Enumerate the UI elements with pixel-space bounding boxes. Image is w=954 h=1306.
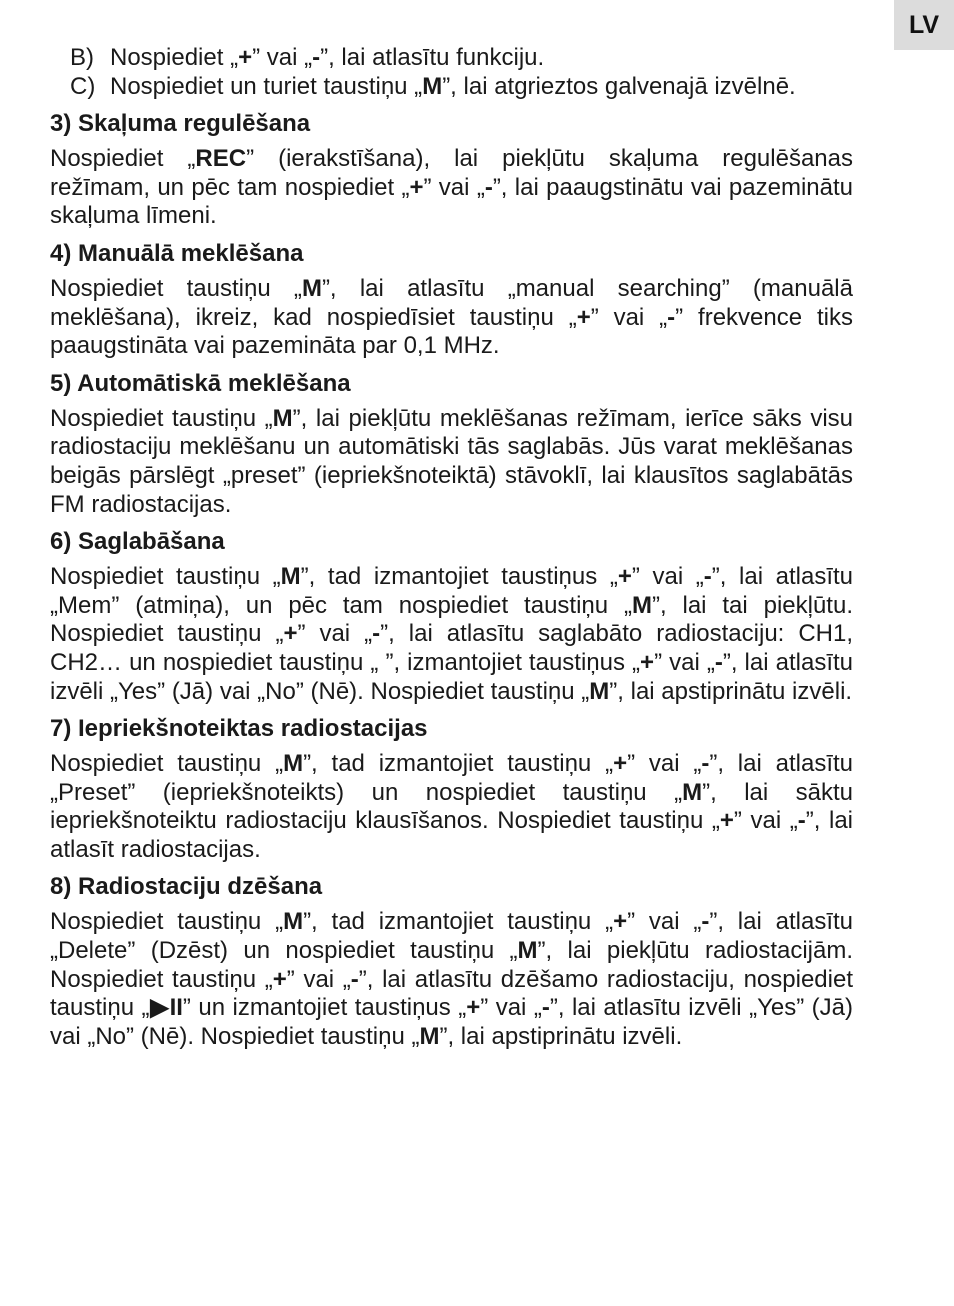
section-heading: 6) Saglabāšana [50, 528, 225, 556]
text-run: Nospiediet taustiņu „ [50, 908, 284, 936]
key-label: + [613, 750, 628, 778]
key-label: + [283, 620, 298, 648]
key-label: + [613, 908, 628, 936]
text-run: ” vai „ [286, 965, 351, 993]
key-label: M [283, 908, 304, 936]
text-run: ”, tad izmantojiet taustiņu „ [303, 908, 614, 936]
list-item [50, 73, 853, 102]
section-paragraph [50, 563, 853, 706]
text-run: ” frekvence tiks paaugstināta vai pazemināta par 0,1 MHz. [50, 303, 853, 360]
text-run: Nospiediet taustiņu „ [50, 563, 281, 591]
text-run: ”, lai atlasīt radiostacijas. [50, 807, 853, 863]
key-label: + [466, 994, 481, 1022]
key-label: M [419, 1022, 440, 1050]
text-run: ” vai „ [733, 807, 798, 835]
section-paragraph [50, 275, 853, 361]
key-label: M [682, 778, 703, 806]
key-label: + [617, 563, 632, 591]
text-run: ” vai „ [627, 908, 702, 936]
text-run: ” vai „ [627, 750, 702, 778]
key-label: - [541, 994, 550, 1022]
text-run: ”, lai apstiprinātu izvēli. [439, 1022, 683, 1050]
section-heading: 7) Iepriekšnoteiktas radiostacijas [50, 715, 428, 743]
text-run: ”, lai paaugstinātu vai pazeminātu skaļuma līmeni. [50, 173, 854, 230]
text-run: Nospiediet un turiet taustiņu „ [110, 72, 423, 100]
section-paragraph [50, 908, 853, 1051]
key-label: - [701, 750, 710, 778]
text-run: ”, lai piekļūtu meklēšanas režīmam, ierīce sāks visu radiostaciju meklēšanu un automātiski tās saglabās. Jūs varat meklēšanas beigās pārslēgt „preset” (iepriekšnoteiktā) stāvoklī, lai klausītos saglabātās FM radiostacijas. [50, 404, 854, 518]
text-run: Nospiediet taustiņu „ [50, 750, 284, 778]
text-run: ”, lai atlasītu dzēšamo radiostaciju, nospiediet taustiņu „ [50, 965, 853, 1022]
text-run: Nospiediet „ [50, 145, 196, 173]
key-label: - [372, 620, 381, 648]
key-label: + [272, 965, 287, 993]
key-label: + [409, 173, 424, 201]
key-label: + [719, 807, 734, 835]
section-paragraph [50, 405, 853, 519]
text-run: Nospiediet „ [110, 44, 239, 71]
text-run: ”, lai atgrieztos galvenajā izvēlnē. [442, 72, 796, 100]
list-item [50, 44, 853, 73]
key-label: - [484, 173, 493, 201]
key-label: - [667, 303, 676, 331]
key-label: + [576, 303, 591, 331]
list-item-text [110, 73, 853, 102]
section-paragraph [50, 145, 853, 231]
text-run: ” vai „ [480, 994, 542, 1022]
key-label: - [701, 908, 710, 936]
section-paragraph [50, 750, 853, 864]
key-label: M [422, 72, 443, 100]
text-run: ” un izmantojiet taustiņus „ [182, 994, 467, 1022]
text-run: ” vai „ [297, 620, 373, 648]
text-run: ”, lai apstiprinātu izvēli. [609, 677, 853, 705]
key-label: - [703, 563, 712, 591]
text-run: ”, tad izmantojiet taustiņus „ [300, 563, 618, 591]
text-run: Nospiediet taustiņu „ [50, 404, 273, 432]
text-run: ”, lai atlasītu izvēli „Yes” (Jā) vai „No” (Nē). Nospiediet taustiņu „ [50, 994, 854, 1050]
key-label: M [272, 404, 293, 432]
key-label: M [589, 677, 610, 705]
text-run: ” vai „ [631, 563, 704, 591]
text-run: Nospiediet taustiņu „ [50, 274, 302, 302]
sections-container [50, 109, 853, 1051]
list-marker: B) [70, 44, 94, 71]
text-run: ”, lai atlasītu „Delete” (Dzēst) un nospiediet taustiņu „ [50, 908, 853, 965]
key-label: + [238, 44, 253, 71]
list-marker: C) [70, 72, 96, 100]
section-heading: 4) Manuālā meklēšana [50, 239, 304, 267]
text-run: ” vai „ [252, 44, 313, 71]
key-label: - [797, 807, 806, 835]
text-run: ” vai „ [654, 648, 715, 676]
language-tab: LV [894, 0, 954, 50]
text-run: ”, lai atlasītu „manual searching” (manuālā meklēšana), ikreiz, kad nospiedīsiet taustiņu „ [50, 274, 853, 331]
instruction-list [50, 44, 853, 101]
text-run: ”, lai piekļūtu radiostacijām. Nospiediet taustiņu „ [50, 937, 854, 993]
key-label: M [283, 750, 304, 778]
text-run: ”, lai atlasītu saglabāto radiostaciju: CH1, CH2… un nospiediet taustiņu „ ”, izmantojiet taustiņus „ [50, 620, 854, 676]
key-label: M [517, 937, 538, 965]
text-run: ”, lai sāktu iepriekšnoteiktu radiostaciju klausīšanos. Nospiediet taustiņu „ [50, 778, 854, 835]
key-label: + [640, 648, 655, 676]
text-run: ” (ierakstīšana), lai piekļūtu skaļuma regulēšanas režīmam, un pēc tam nospiediet „ [50, 145, 853, 201]
key-label: - [350, 965, 359, 993]
text-run: ”, lai atlasītu „Preset” (iepriekšnoteikts) un nospiediet taustiņu „ [50, 750, 853, 806]
key-label: M [280, 563, 301, 591]
list-item-text [110, 44, 853, 73]
key-label: M [301, 274, 322, 302]
key-label: - [312, 44, 321, 71]
text-run: ”, lai atlasītu izvēli „Yes” (Jā) vai „No” (Nē). Nospiediet taustiņu „ [50, 648, 854, 705]
key-label: M [631, 591, 652, 619]
section-heading: 3) Skaļuma regulēšana [50, 110, 311, 138]
section-heading: 5) Automātiskā meklēšana [50, 369, 351, 397]
text-run: ”, tad izmantojiet taustiņu „ [303, 750, 614, 778]
key-label: ▶II [149, 994, 183, 1022]
key-label: - [714, 648, 723, 676]
text-run: ”, lai atlasītu „Mem” (atmiņa), un pēc tam nospiediet taustiņu „ [50, 563, 854, 619]
key-label: REC [195, 145, 247, 173]
text-run: ” vai „ [590, 303, 668, 331]
text-run: ” vai „ [423, 173, 485, 201]
text-run: ”, lai atlasītu funkciju. [320, 44, 545, 71]
text-run: ”, lai tai piekļūtu. Nospiediet taustiņu „ [50, 591, 853, 648]
section-heading: 8) Radiostaciju dzēšana [50, 873, 323, 901]
manual-page-content [50, 44, 853, 1057]
